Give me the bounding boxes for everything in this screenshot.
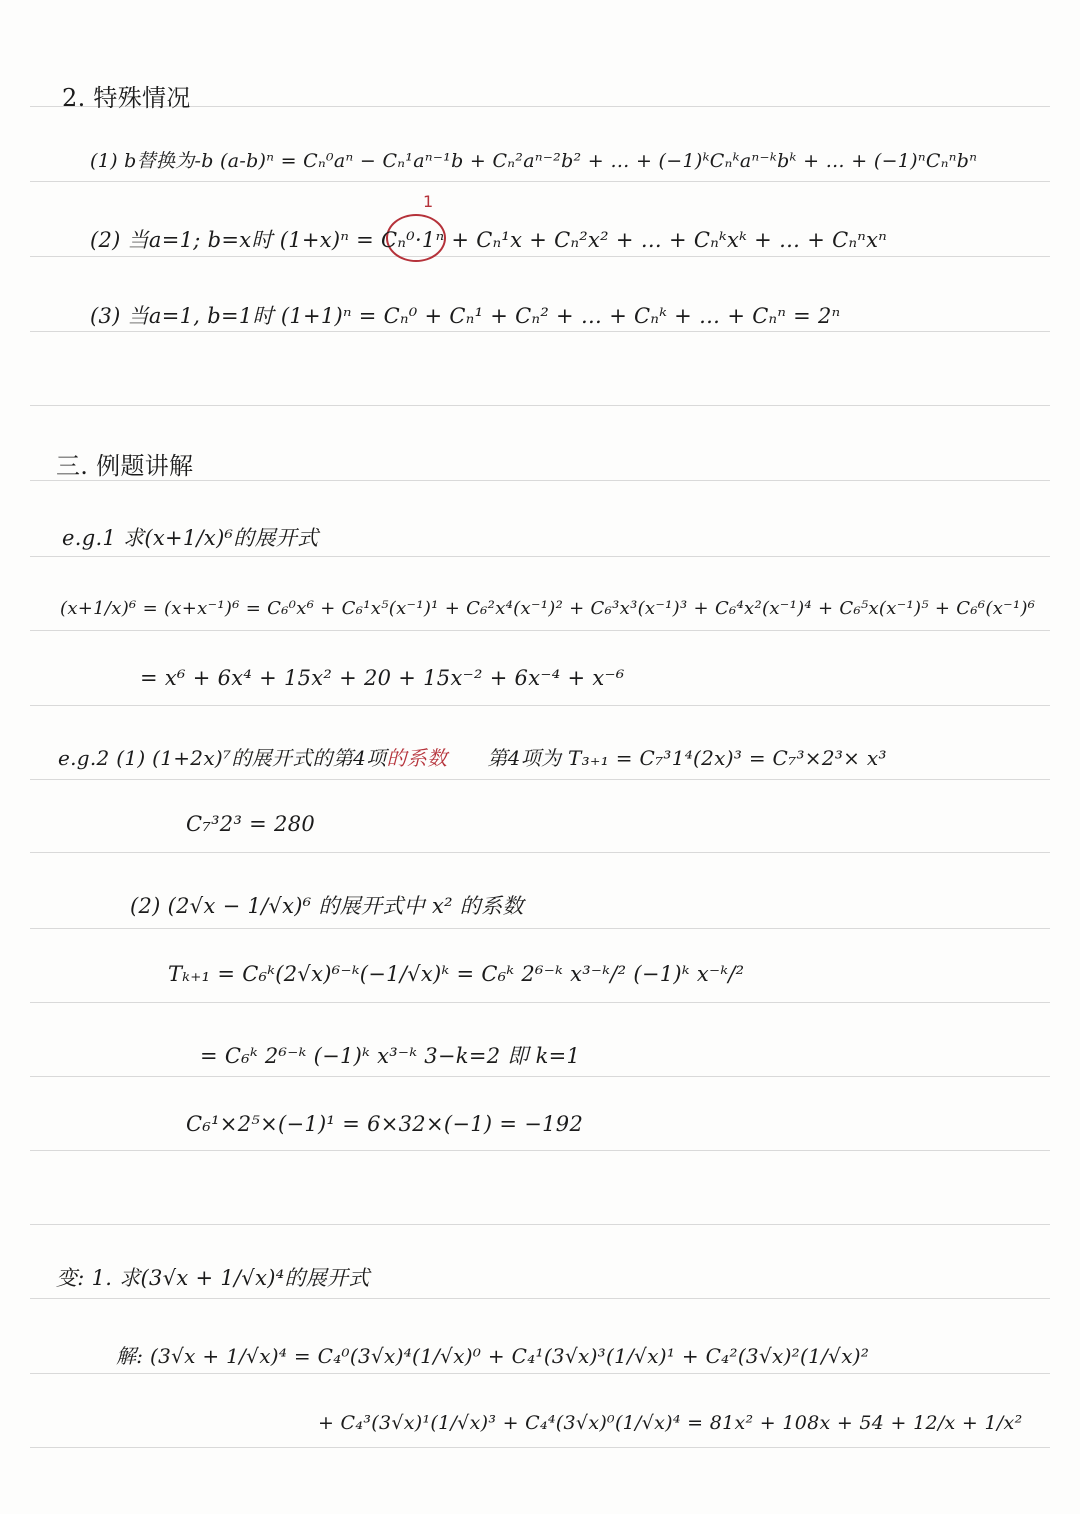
example-2-part-2-prompt: (2) (2√x − 1/√x)⁶ 的展开式中 x² 的系数 <box>130 894 524 918</box>
ruled-line <box>30 1076 1050 1077</box>
example-1-prompt: e.g.1 求(x+1/x)⁶的展开式 <box>62 526 319 550</box>
ruled-line <box>30 181 1050 182</box>
example-2-simplified-term: = C₆ᵏ 2⁶⁻ᵏ (−1)ᵏ x³⁻ᵏ 3−k=2 即 k=1 <box>200 1044 581 1068</box>
example-2-answer: C₇³2³ = 280 <box>186 812 316 836</box>
example-2-prompt <box>58 742 887 771</box>
variant-solution-line-1: 解: (3√x + 1/√x)⁴ = C₄⁰(3√x)⁴(1/√x)⁰ + C₄¹(3√x)³(1/√x)¹ + C₄²(3√x)²(1/√x)² <box>116 1344 870 1368</box>
example-2-fourth-term: 第4项为 T₃₊₁ = C₇³1⁴(2x)³ = C₇³×2³× x³ <box>487 746 887 770</box>
example-2-prompt-highlight: 的系数 <box>386 746 448 770</box>
ruled-line <box>30 1002 1050 1003</box>
ruled-line <box>30 331 1050 332</box>
special-case-3: (3) 当a=1, b=1时 (1+1)ⁿ = Cₙ⁰ + Cₙ¹ + Cₙ² + … + Cₙᵏ + … + Cₙⁿ = 2ⁿ <box>90 304 841 328</box>
ruled-line <box>30 405 1050 406</box>
special-case-1: (1) b替换为-b (a-b)ⁿ = Cₙ⁰aⁿ − Cₙ¹aⁿ⁻¹b + Cₙ²aⁿ⁻²b² + … + (−1)ᵏCₙᵏaⁿ⁻ᵏbᵏ + … + (−1)ⁿCₙⁿbⁿ <box>90 150 978 172</box>
section-3-title: 三. 例题讲解 <box>56 452 194 480</box>
special-case-2: (2) 当a=1; b=x时 (1+x)ⁿ = Cₙ⁰·1ⁿ + Cₙ¹x + Cₙ²x² + … + Cₙᵏxᵏ + … + Cₙⁿxⁿ <box>90 228 888 252</box>
variant-prompt: 变: 1. 求(3√x + 1/√x)⁴的展开式 <box>56 1266 370 1290</box>
section-2-title: 2. 特殊情况 <box>62 84 191 112</box>
ruled-line <box>30 556 1050 557</box>
ruled-line <box>30 852 1050 853</box>
ruled-line <box>30 1447 1050 1448</box>
ruled-line <box>30 630 1050 631</box>
ruled-line <box>30 705 1050 706</box>
ruled-line <box>30 928 1050 929</box>
ruled-line <box>30 1224 1050 1225</box>
ruled-line <box>30 779 1050 780</box>
red-annotation-mark: 1 <box>423 192 434 211</box>
ruled-line <box>30 256 1050 257</box>
example-2-coefficient: C₆¹×2⁵×(−1)¹ = 6×32×(−1) = −192 <box>186 1112 584 1136</box>
ruled-line <box>30 1373 1050 1374</box>
example-1-expansion: (x+1/x)⁶ = (x+x⁻¹)⁶ = C₆⁰x⁶ + C₆¹x⁵(x⁻¹)¹ + C₆²x⁴(x⁻¹)² + C₆³x³(x⁻¹)³ + C₆⁴x²(x⁻¹)⁴ + C₆⁵x(x⁻¹)⁵ + C₆⁶(x⁻¹)⁶ <box>60 598 1036 619</box>
ruled-line <box>30 1150 1050 1151</box>
example-2-prompt-main: e.g.2 (1) (1+2x)⁷的展开式的第4项 <box>58 746 387 770</box>
example-2-general-term: Tₖ₊₁ = C₆ᵏ(2√x)⁶⁻ᵏ(−1/√x)ᵏ = C₆ᵏ 2⁶⁻ᵏ x³⁻ᵏ/² (−1)ᵏ x⁻ᵏ/² <box>168 962 745 986</box>
example-1-result: = x⁶ + 6x⁴ + 15x² + 20 + 15x⁻² + 6x⁻⁴ + x⁻⁶ <box>140 666 625 690</box>
variant-solution-line-2: + C₄³(3√x)¹(1/√x)³ + C₄⁴(3√x)⁰(1/√x)⁴ = 81x² + 108x + 54 + 12/x + 1/x² <box>318 1412 1023 1434</box>
ruled-line <box>30 1298 1050 1299</box>
